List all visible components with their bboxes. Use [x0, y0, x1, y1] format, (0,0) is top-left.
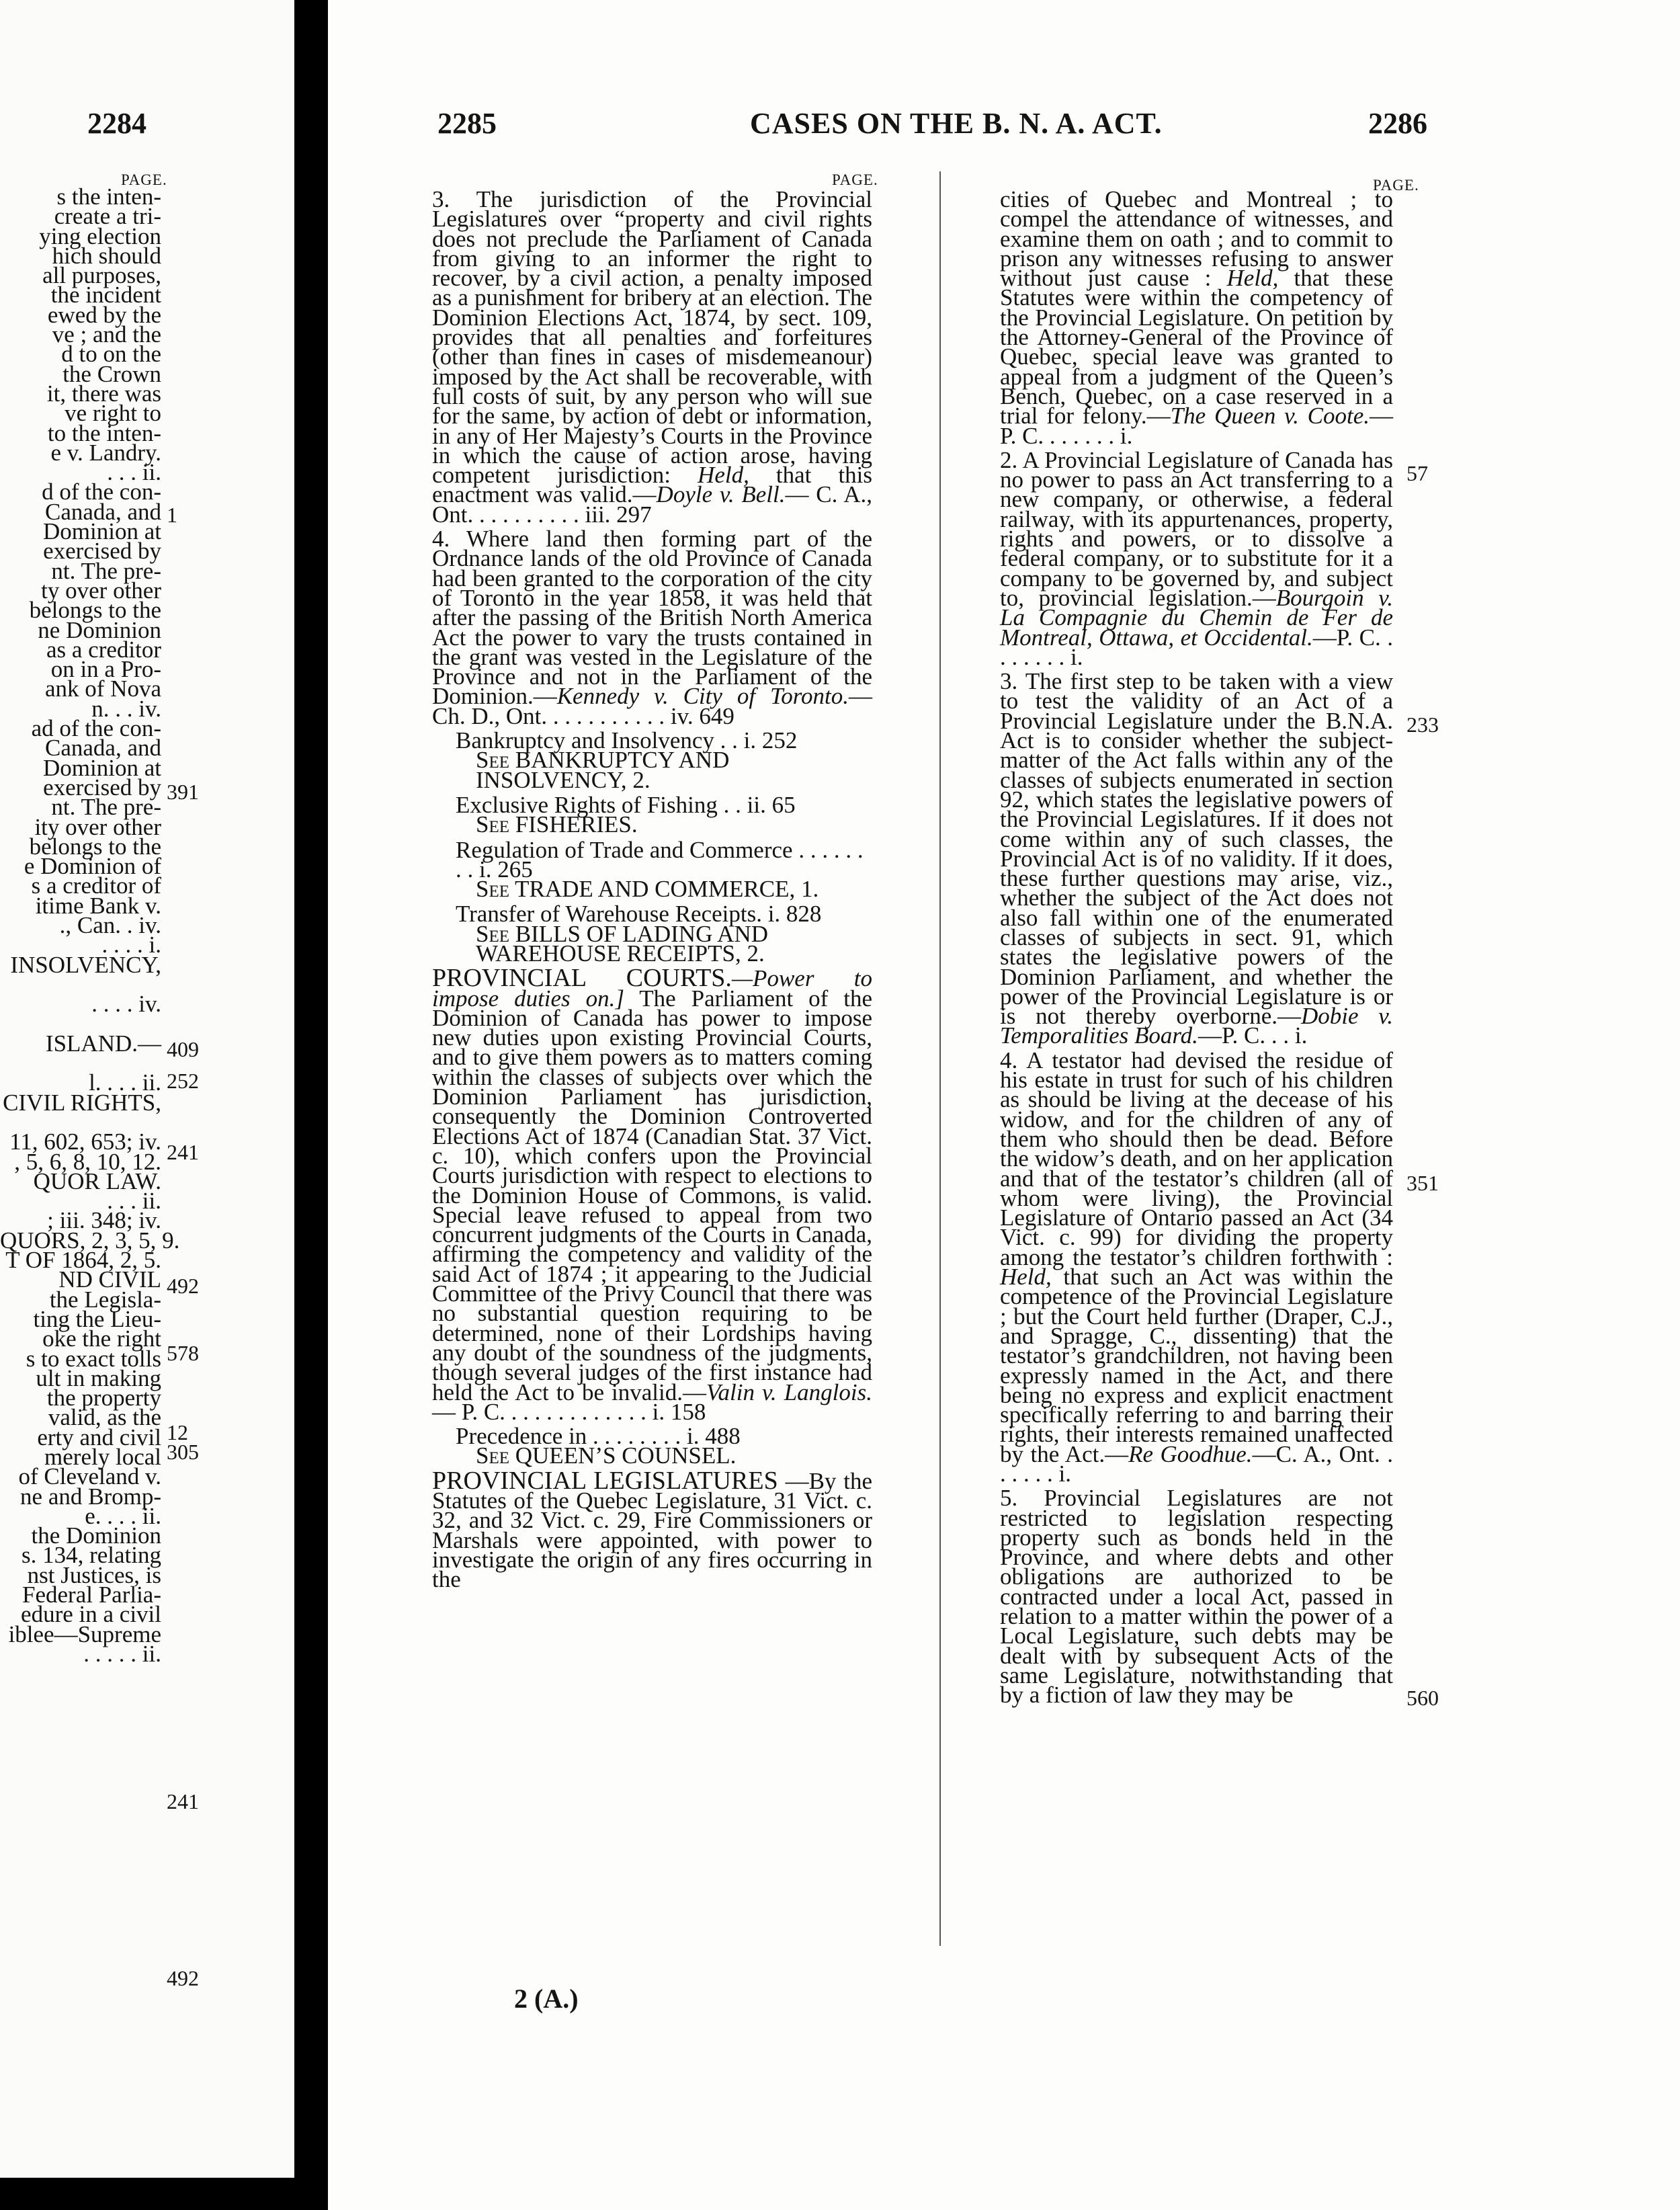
left-page-line: . . . . . ii. [83, 1640, 161, 1667]
margin-number: 57 [1406, 461, 1428, 485]
left-page-line: ty over other [41, 577, 161, 604]
left-margin-number: 492 [167, 1274, 199, 1298]
sub-entry: Precedence in . . . . . . . . i. 488 See QUEEN’S COUNSEL. [456, 1423, 741, 1469]
left-page-line: of Cleveland v. [18, 1463, 161, 1490]
left-page-line: ne Dominion [38, 616, 161, 643]
left-page-line: . . . ii. [107, 1188, 161, 1215]
left-margin-number: 241 [167, 1789, 199, 1813]
left-page-line: valid, as the [48, 1404, 161, 1431]
left-page-line: merely local [44, 1444, 161, 1470]
left-page-line: itime Bank v. [35, 892, 161, 919]
left-page-line: s. 134, relating [21, 1542, 161, 1569]
signature-mark: 2 (A.) [514, 1983, 579, 2014]
left-page-line: exercised by [43, 538, 161, 565]
left-margin-number: 409 [167, 1037, 199, 1061]
left-page-line: s a creditor of [31, 872, 161, 899]
left-page-line: on in a Pro- [50, 656, 161, 683]
paragraph: 3. The first step to be taken with a view to test the validity of an Act of a Provincial Legislature under the B.N.A. Act is to consider whether the subject-matter of the Act falls within any of the classes of subjects enumerated in section 92, which states the legislative powers of the Provincial Legislatures. If it does not come within any of such classes, the Provincial Act is of no validity. If it does, these further questions may arise, viz., whether the subject of the Act does not also fall within one of the enumerated classes of subjects in sect. 91, which states the legislative powers of the Dominion Parliament, and whether the power of the Provincial Legislature is or is not thereby overborne.—Dobie v. Temporalities Board.—P. C. . . i. [1000, 668, 1393, 1049]
left-page-line: ; iii. 348; iv. [47, 1207, 161, 1234]
left-page-line: ult in making [36, 1364, 161, 1391]
left-page-line: d to on the [61, 341, 161, 368]
left-page-line: Canada, and [45, 735, 161, 762]
paragraph: cities of Quebec and Montreal ; to compel the attendance of witnesses, and examine them on oath ; and to commit to prison any witnesses refusing to answer without just cause : Held, that these Statutes were within the competency of the Provincial Legislature. On petition by the Attorney-General of the Province of Quebec, special leave was granted to appeal from a judgment of the Queen’s Bench, Quebec, on a case reserved in a trial for felony.—The Queen v. Coote.—P. C. . . . . . . i. [1000, 186, 1394, 449]
left-page-line: ad of the con- [31, 715, 161, 742]
left-page-line: ve ; and the [52, 321, 161, 348]
left-page-number: 2284 [87, 107, 146, 140]
left-page-fragment [0, 0, 294, 2178]
sub-entry: Bankruptcy and Insolvency . . i. 252 See BANKRUPTCY AND INSOLVENCY, 2. [456, 727, 798, 793]
left-page-line: hich should [52, 242, 161, 269]
paragraph: 2. A Provincial Legislature of Canada has no power to pass an Act transferring to a new company, or otherwise, a federal railway, with its appurtenances, property, rights and powers, or to dissolve a federal company, or to substitute for it a company to be governed by, and subject to, provincial legislation.—Bourgoin v. La Compagnie du Chemin de Fer de Montreal, Ottawa, et Occidental.—P. C. . . . . . . . i. [1000, 446, 1394, 670]
left-page-line: e. . . . ii. [85, 1502, 161, 1529]
left-page-line: the incident [50, 282, 161, 309]
left-page-line: the property [46, 1385, 161, 1411]
left-page-line: . . . . iv. [91, 991, 161, 1018]
left-page-label: PAGE. [121, 171, 167, 188]
left-page-line: s the inten- [56, 183, 161, 210]
left-page-line: INSOLVENCY, [10, 951, 161, 978]
left-page-line: n. . . iv. [91, 695, 161, 722]
left-margin-number: 1 [167, 503, 177, 527]
left-margin-number: 12 [167, 1420, 188, 1444]
left-page-line: ank of Nova [44, 676, 161, 702]
left-page-line: ity over other [34, 813, 161, 840]
left-page-line: s to exact tolls [26, 1345, 161, 1372]
left-margin-number: 241 [167, 1140, 199, 1164]
left-page-line: 11, 602, 653; iv. [9, 1129, 161, 1155]
column-page-label: PAGE. [832, 171, 878, 188]
left-page-line: T OF 1864, 2, 5. [5, 1247, 161, 1274]
left-page-line: e v. Landry. [50, 439, 161, 466]
left-page-line: ne and Bromp- [20, 1483, 161, 1510]
left-page-line: Dominion at [43, 754, 161, 781]
column-page-label: PAGE. [1373, 177, 1419, 194]
paragraph: PROVINCIAL LEGISLATURES —By the Statutes of the Quebec Legislature, 31 Vict. c. 32, and 32 Vict. c. 29, Fire Commissioners or Marshals were appointed, with power to investigate the origin of any fires occurring in the [432, 1466, 872, 1593]
margin-number: 233 [1406, 712, 1439, 737]
left-page-line: create a tri- [54, 203, 161, 230]
left-page-line: nt. The pre- [51, 557, 161, 584]
paragraph: PROVINCIAL COURTS.—Power to impose duties on.] The Parliament of the Dominion of Canada has power to impose new duties upon existing Provincial Courts, and to give them powers as to matters coming within the classes of subjects over which the Dominion Parliament has jurisdiction, consequently the Dominion Controverted Elections Act of 1874 (Canadian Stat. 37 Vict. c. 10), which confers upon the Provincial Courts jurisdiction with respect to elections to the Dominion House of Commons, is valid. Special leave refused to appeal from two concurrent judgments of the Courts in Canada, affirming the competency and validity of the said Act of 1874 ; it appearing to the Judicial Committee of the Privy Council that there was no substantial question requiring to be determined, none of their Lordships having any doubt of the soundness of the judgments, though several judges of the first instance had held the Act to be invalid.—Valin v. Langlois.— P. C. . . . . . . . . . . . . i. 158 [432, 964, 873, 1425]
left-page-line: Dominion at [43, 518, 161, 545]
text-column-1 [432, 186, 873, 1594]
left-margin-number: 492 [167, 1966, 199, 1990]
sub-entry: Regulation of Trade and Commerce . . . . . . . . i. 265 See TRADE AND COMMERCE, 1. [456, 836, 864, 903]
left-page-line: it, there was [46, 380, 161, 407]
left-margin-number: 252 [167, 1069, 199, 1093]
paragraph: 4. A testator had devised the residue of his estate in trust for such of his children as should be living at the decease of his widow, and for the children of any of them who should then be dead. Before the widow’s death, and on her application and that of the testator’s children (all of whom were living), the Provincial Legislature of Ontario passed an Act (34 Vict. c. 99) for dividing the property among the testator’s children forthwith : Held, that such an Act was within the competence of the Provincial Legislature ; but the Court held further (Draper, C.J., and Spragge, C., dissenting) that the testator’s grandchildren, not having been expressly named in the Act, and there being no express and explicit enactment specifically referring to and barring their rights, their interests remained unaffected by the Act.—Re Goodhue.—C. A., Ont. . . . . . . i. [1000, 1047, 1394, 1487]
left-page-line: belongs to the [29, 833, 161, 860]
left-page-line: QUOR LAW. [33, 1168, 161, 1194]
running-title: CASES ON THE B. N. A. ACT. [750, 107, 1163, 140]
sub-entry: Transfer of Warehouse Receipts. i. 828 See BILLS OF LADING AND WAREHOUSE RECEIPTS, 2. [456, 901, 822, 967]
paragraph: 3. The jurisdiction of the Provincial Legislatures over “property and civil rights does not preclude the Parliament of Canada from giving to an informer the right to recover, by a civil action, a penalty imposed as a punishment for bribery at an election. The Dominion Elections Act, 1874, by sect. 109, provides that all penalties and forfeitures (other than fines in cases of misdemeanour) imposed by the Act shall be recoverable, with full costs of suit, by any person who will sue for the same, by action of debt or information, in any of Her Majesty’s Courts in the Province in which the cause of action arose, having competent jurisdiction: Held, that this enactment was valid.—Doyle v. Bell.— C. A., Ont. . . . . . . . . . iii. 297 [432, 186, 873, 528]
left-page-line: d of the con- [42, 479, 161, 505]
left-page-line: edure in a civil [21, 1601, 161, 1628]
margin-number: 560 [1406, 1686, 1439, 1710]
left-page-line: ND CIVIL [58, 1266, 161, 1293]
main-page [328, 0, 1680, 2210]
left-margin-number: 578 [167, 1341, 199, 1365]
left-page-line: nst Justices, is [27, 1561, 161, 1588]
left-page-line: ve right to [65, 400, 161, 427]
left-page-line: oke the right [42, 1325, 161, 1352]
left-page-line: ewed by the [47, 301, 161, 328]
left-page-line: the Legisla- [49, 1286, 161, 1313]
column-divider [939, 171, 941, 1946]
margin-number: 351 [1406, 1171, 1439, 1195]
page-number-left: 2285 [437, 107, 497, 140]
left-page-line: belongs to the [29, 597, 161, 624]
left-page-line: the Dominion [31, 1522, 161, 1549]
left-page-line: Federal Parlia- [22, 1582, 161, 1608]
left-page-line: ting the Lieu- [33, 1305, 161, 1332]
left-page-line: , 5, 6, 8, 10, 12. [14, 1148, 161, 1175]
paragraph: 4. Where land then forming part of the Ordnance lands of the old Province of Canada had been granted to the corporation of the city of Toronto in the year 1858, it was held that after the passing of the British North America Act the power to vary the trusts contained in the grant was vested in the Legislature of the Province and not in the Parliament of the Dominion.—Kennedy v. City of Toronto.— Ch. D., Ont. . . . . . . . . . . iv. 649 [432, 526, 872, 729]
left-page-line: as a creditor [46, 636, 161, 663]
left-page-line: ISLAND.— [45, 1030, 161, 1057]
paragraph: 5. Provincial Legislatures are not restricted to legislation respecting property such as bonds held in the Province, and where debts and other obligations are authorized to be contracted under a local Act, passed in relation to a matter within the power of a Local Legislature, such debts may be dealt with by subsequent Acts of the same Legislature, notwithstanding that by a fiction of law they may be [1000, 1485, 1393, 1709]
left-page-line: erty and civil [37, 1424, 161, 1450]
left-page-line: l. . . . ii. [89, 1069, 161, 1096]
left-page-line: e Dominion of [24, 853, 161, 880]
left-page-line: the Crown [62, 360, 161, 387]
left-page-line: iblee—Supreme [8, 1621, 161, 1647]
text-column-2 [1000, 186, 1394, 1710]
left-page-line: ., Can. . iv. [59, 911, 161, 938]
left-page-line: to the inten- [47, 419, 161, 446]
left-page-line: all purposes, [42, 262, 161, 289]
sub-entry: Exclusive Rights of Fishing . . ii. 65 See FISHERIES. [456, 791, 796, 838]
left-margin-number: 391 [167, 780, 199, 804]
left-page-line: exercised by [43, 774, 161, 801]
left-page-line: . . . ii. [107, 459, 161, 486]
left-page-line: Canada, and [45, 498, 161, 525]
left-page-line: nt. The pre- [51, 794, 161, 821]
page-number-right: 2286 [1368, 107, 1427, 140]
left-page-line: ying election [39, 222, 161, 249]
left-page-line: QUORS, 2, 3, 5, 9. [0, 1227, 180, 1254]
left-margin-number: 305 [167, 1440, 199, 1464]
left-page-line: CIVIL RIGHTS, [3, 1089, 161, 1116]
left-page-line: . . . . i. [101, 932, 161, 958]
